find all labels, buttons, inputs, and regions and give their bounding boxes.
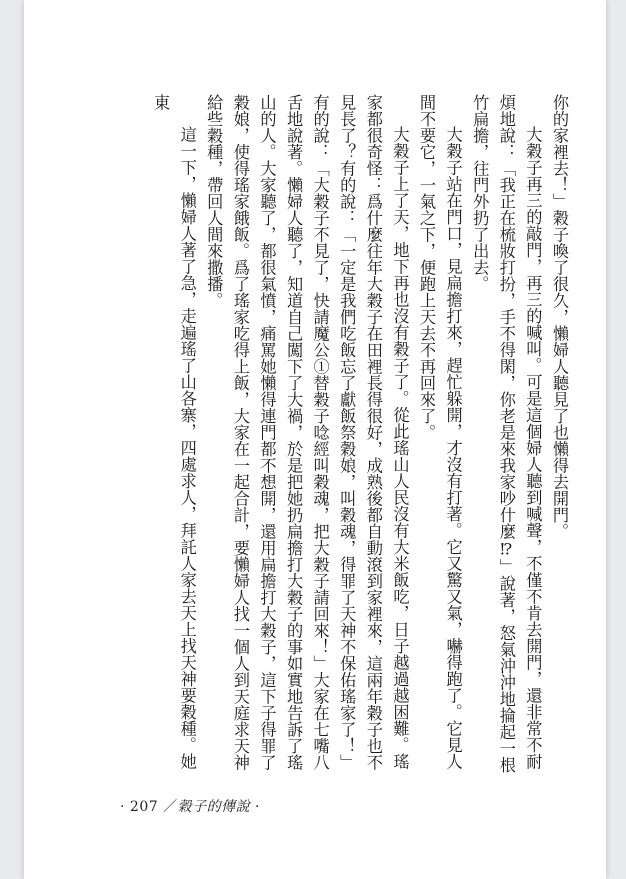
page-footer <box>120 796 260 816</box>
vertical-text-body <box>130 94 572 778</box>
footer-separator: ／ <box>163 799 178 815</box>
book-page <box>24 0 606 879</box>
chapter-title: 穀子的傳說 <box>177 799 251 815</box>
paragraph: 你的家裡去！」穀子喚了很久，懶婦人聽見了也懶得去開門。 <box>550 94 569 540</box>
paragraph: 大穀子站在門口，見扁擔打來，趕忙躲開，才沒有打著。它又驚又氣，嚇得跑了。它見人間不要它，一氣之下，便跑上天去不再回來了。 <box>417 94 463 770</box>
paragraph: 這一下，懶婦人著了急，走遍瑤了山各寨，四處求人，拜託人家去天上找天神要穀種。她東 <box>151 94 197 770</box>
footer-dot-right: · <box>255 799 260 815</box>
footer-dot-left: · <box>120 799 125 815</box>
paragraph: 大穀子上了天，地下再也沒有穀子了。從此瑤山人民沒有大米飯吃，日子越過越困難。瑤家都很奇怪：爲什麼往年大穀子在田裡長得很好，成熟後都自動滾到家裡來，這兩年穀子也不見長了？有的說：「一定是我們吃飯忘了獻飯祭穀娘，叫穀魂，得罪了天神不保佑瑤家了！」有的說：「大穀子不見了，快請魔公①替穀子唸經叫穀魂，把大穀子請回來！」大家在七嘴八舌地說著。懶婦人聽了，知道自己闖下了大禍，於是把她扔扁擔打大穀子的事如實地告訴了瑤山的人。大家聽了，都很氣憤，痛罵她懶得連門都不想開，還用扁擔打大穀子，這下子得罪了穀娘，使得瑤家餓飯。爲了瑤家吃得上飯，大家在一起合計，要懶婦人找一個人到天庭求天神給些穀種，帶回人間來撒播。 <box>204 94 410 771</box>
page-number: 207 <box>129 799 159 815</box>
paragraph: 大穀子再三的敲門，再三的喊叫。可是這個婦人聽到喊聲，不僅不肯去開門，還非常不耐煩地說：「我正在梳妝打扮，手不得閑，你老是來我家吵什麼⁉」說著，怒氣沖沖地掄起一根竹扁擔，往門外扔了出去。 <box>470 94 543 774</box>
